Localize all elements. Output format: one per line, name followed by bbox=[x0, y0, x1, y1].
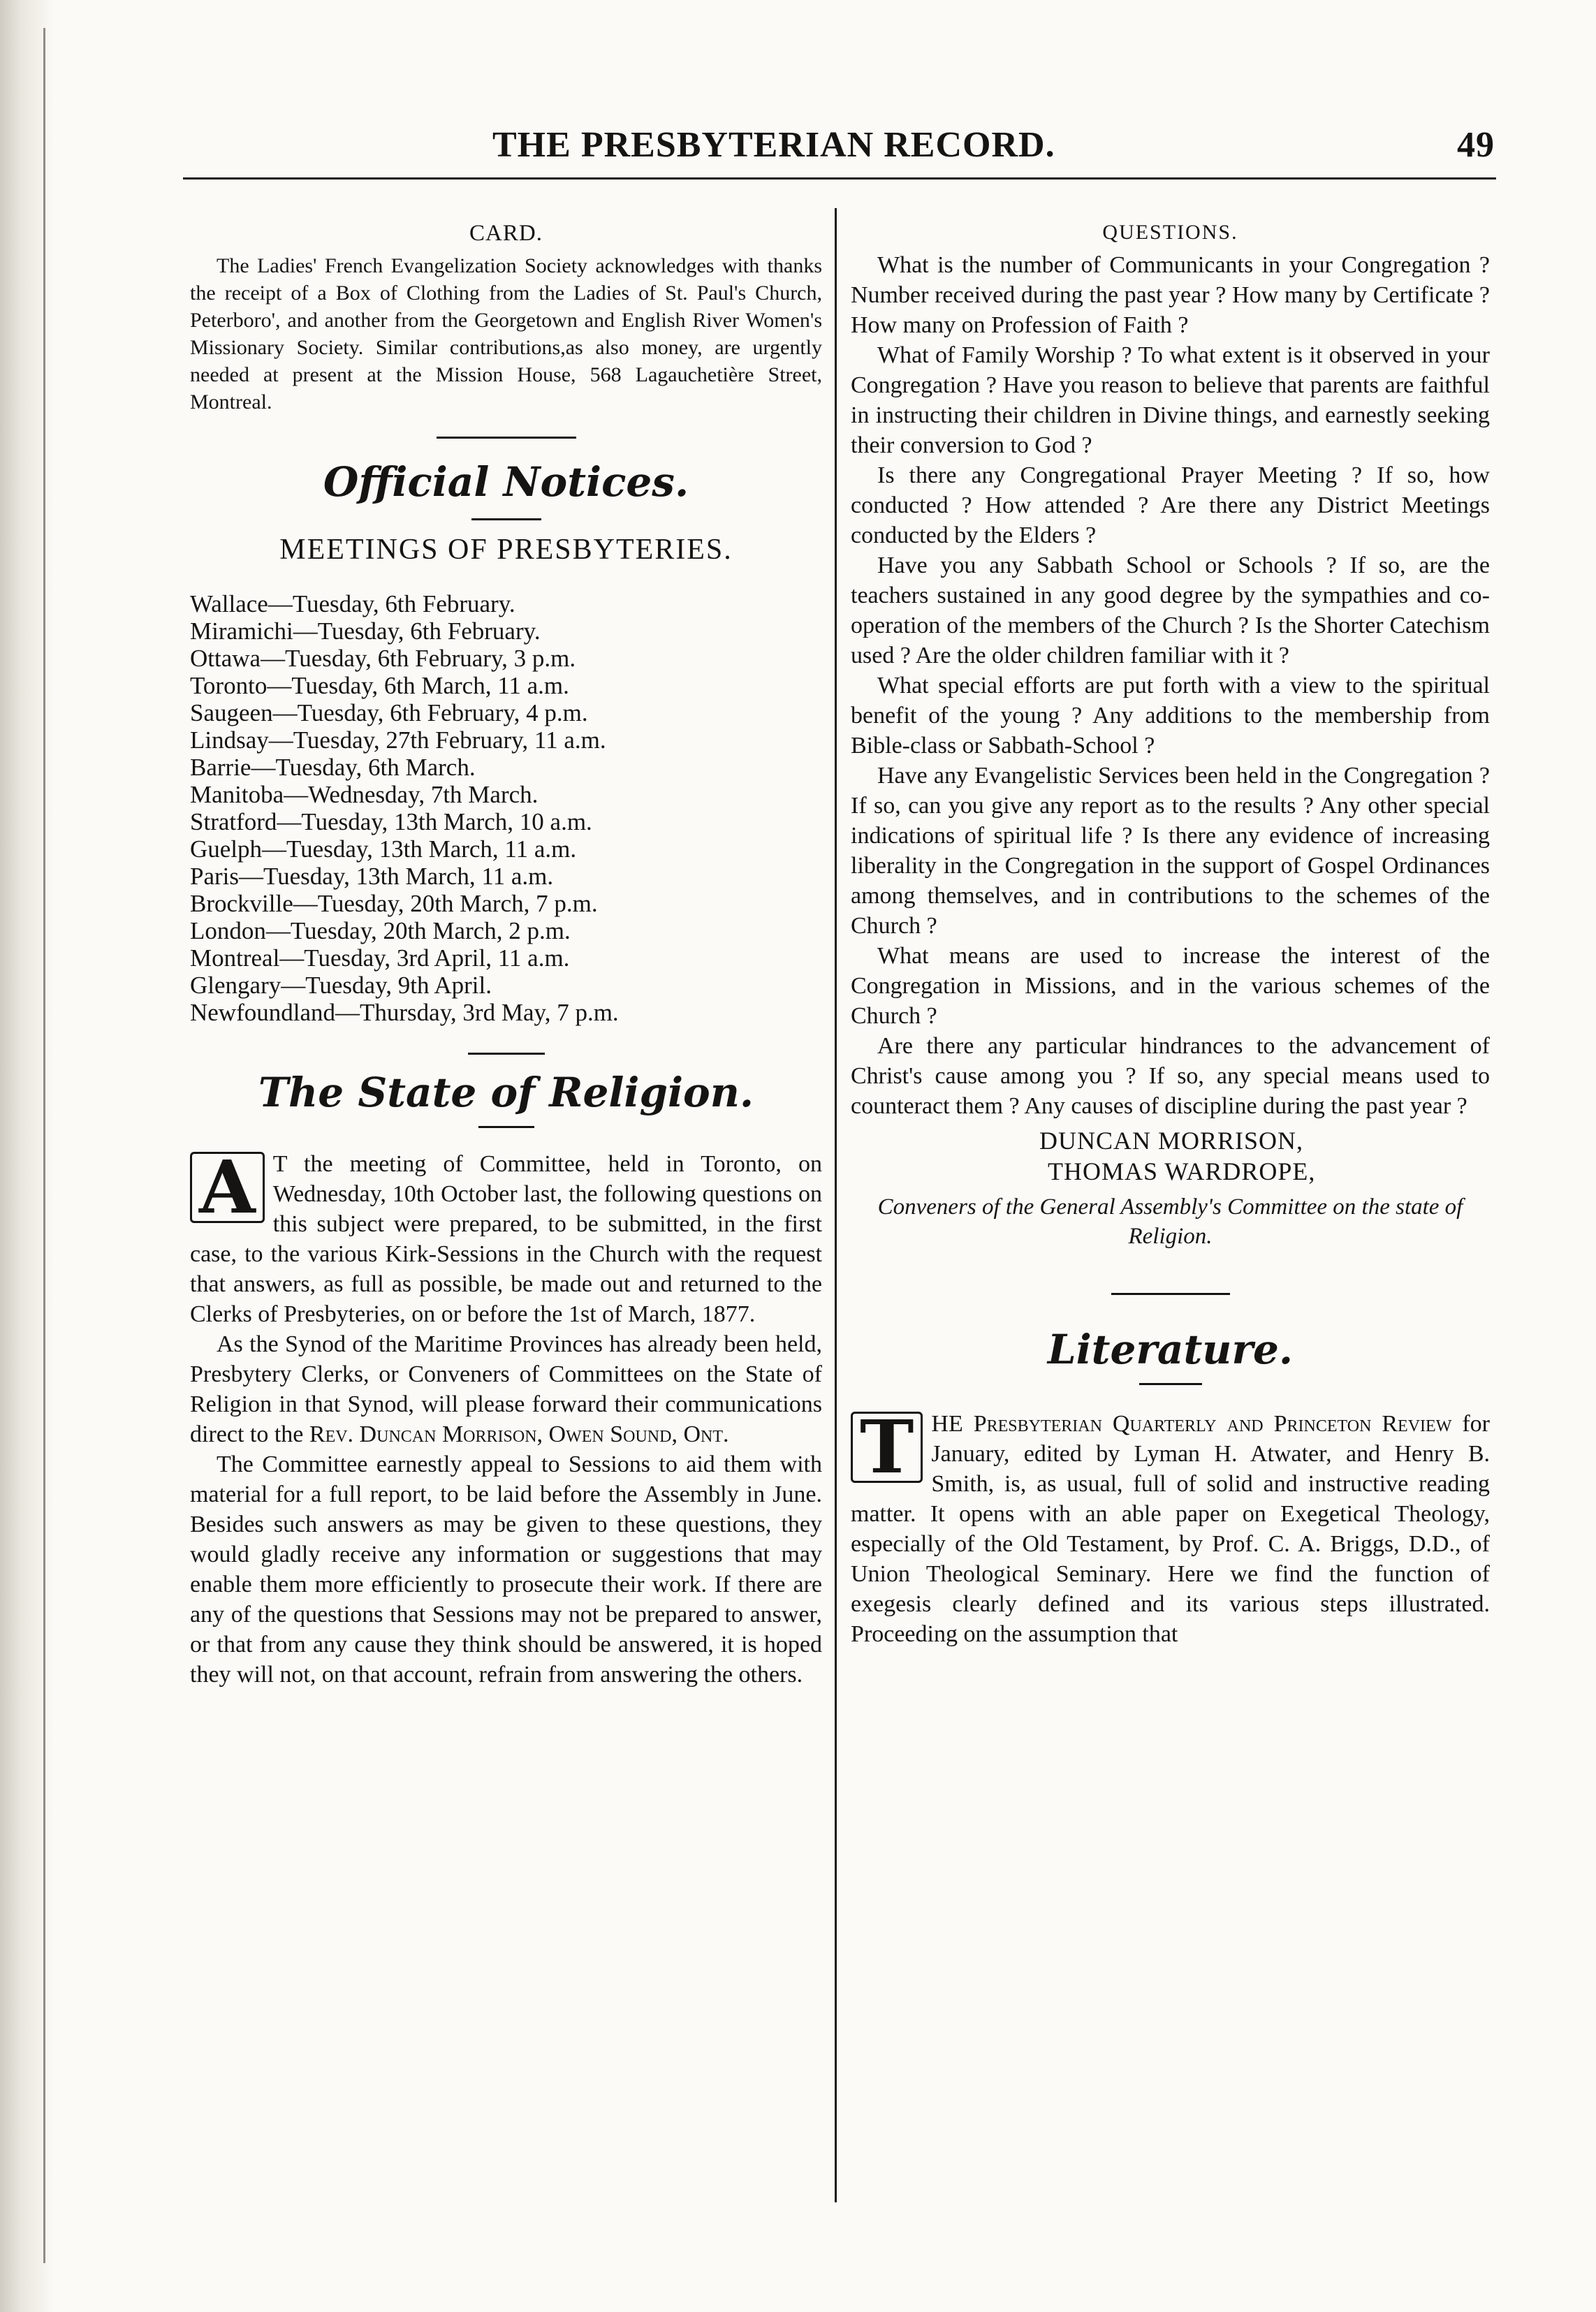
meeting-item: Saugeen—Tuesday, 6th February, 4 p.m. bbox=[190, 699, 588, 726]
page-number: 49 bbox=[1457, 125, 1495, 165]
state-of-religion-para-3: The Committee earnestly appeal to Sessions to aid them with material for a full report, to be laid before the Assembly in June. Besides such answers as may be given to these questions, they would gladly receive any information or suggestions that may enable them more efficiently to prosecute their work. If there are any of the questions that Sessions may not be prepared to answer, or that from any cause they think should be answered, it is hoped they will not, on that account, refrain from answering the others. bbox=[190, 1451, 822, 1688]
questions-list bbox=[851, 250, 1490, 1121]
section-rule bbox=[471, 518, 541, 520]
meeting-item: Ottawa—Tuesday, 6th February, 3 p.m. bbox=[190, 645, 576, 672]
page-title: THE PRESBYTERIAN RECORD. bbox=[492, 125, 1055, 165]
para-2-name: Rev. Duncan Morrison, Owen Sound, Ont. bbox=[309, 1421, 729, 1447]
section-rule bbox=[1111, 1293, 1230, 1295]
header-rule bbox=[183, 177, 1496, 180]
card-title: CARD. bbox=[469, 221, 543, 246]
question-item: What of Family Worship ? To what extent is it observed in your Congregation ? Have you reason to believe that parents are faithful in instructing their children in Divine things, and earnestly seeking their conversion to God ? bbox=[851, 342, 1490, 458]
state-of-religion-body bbox=[190, 1144, 822, 1690]
dropcap-letter: A bbox=[190, 1152, 265, 1223]
column-divider bbox=[835, 208, 837, 2202]
question-item: What is the number of Communicants in your Congregation ? Number received during the past year ? How many by Certificate ? How many on Profession of Faith ? bbox=[851, 252, 1490, 338]
meeting-item: Barrie—Tuesday, 6th March. bbox=[190, 754, 476, 781]
literature-lead: HE bbox=[931, 1411, 963, 1437]
state-of-religion-para-1 bbox=[190, 1144, 822, 1329]
page-binding-edge bbox=[0, 0, 54, 2312]
binding-line bbox=[43, 28, 45, 2263]
section-rule bbox=[468, 1053, 545, 1055]
meetings-subheading: MEETINGS OF PRESBYTERIES. bbox=[279, 534, 733, 566]
question-item: What means are used to increase the interest of the Congregation in Missions, and in the various schemes of the Church ? bbox=[851, 943, 1490, 1029]
section-rule bbox=[437, 437, 576, 439]
question-item: Is there any Congregational Prayer Meeting ? If so, how conducted ? How attended ? Are there any District Meetings conducted by the Elders ? bbox=[851, 462, 1490, 548]
para-1-text: T the meeting of Committee, held in Toronto, on Wednesday, 10th October last, the following questions on this subject were prepared, to be submitted, in the first case, to the various Kirk-Sessions in the Church with the request that answers, as full as possible, be made out and returned to the Clerks of Presbyteries, on or before the 1st of March, 1877. bbox=[190, 1151, 822, 1327]
card-text: The Ladies' French Evangelization Society acknowledges with thanks the receipt of a Box of Clothing from the Ladies of St. Paul's Church, Peterboro', and another from the Georgetown and English River Women's Missionary Society. Similar contributions,as also money, are urgently needed at present at the Mission House, 568 Lagauchetière Street, Montreal. bbox=[190, 254, 822, 414]
signatures bbox=[851, 1125, 1490, 1187]
meeting-item: Stratford—Tuesday, 13th March, 10 a.m. bbox=[190, 808, 592, 835]
meeting-item: Montreal—Tuesday, 3rd April, 11 a.m. bbox=[190, 944, 570, 972]
meeting-item: Glengary—Tuesday, 9th April. bbox=[190, 972, 492, 999]
section-rule bbox=[478, 1126, 534, 1128]
question-item: Have any Evangelistic Services been held in the Congregation ? If so, can you give any report as to the results ? Any other special indications of spiritual life ? Is there any evidence of increasing liberality in the Congregation in the support of Gospel Ordinances among themselves, and in contributions to the schemes of the Church ? bbox=[851, 763, 1490, 939]
meetings-list bbox=[190, 590, 822, 1026]
questions-heading: QUESTIONS. bbox=[1102, 221, 1238, 244]
meeting-item: Paris—Tuesday, 13th March, 11 a.m. bbox=[190, 863, 554, 890]
meeting-item: Lindsay—Tuesday, 27th February, 11 a.m. bbox=[190, 726, 606, 754]
signature-name: THOMAS WARDROPE, bbox=[1048, 1157, 1316, 1185]
literature-heading: Literature. bbox=[1047, 1326, 1294, 1373]
question-item: Are there any particular hindrances to the advancement of Christ's cause among you ? If so, any special means used to counteract them ? Any causes of discipline during the past year ? bbox=[851, 1033, 1490, 1119]
conveners-caption: Conveners of the General Assembly's Committee on the state of Religion. bbox=[877, 1194, 1463, 1249]
literature-text: for January, edited by Lyman H. Atwater, and Henry B. Smith, is, as usual, full of solid and instructive reading matter. It opens with an able paper on Exegetical Theology, especially of the Old Testament, by Prof. C. A. Briggs, D.D., of Union Theological Seminary. Here we find the function of exegesis clearly defined and its various steps illustrated. Proceeding on the assumption that bbox=[851, 1411, 1490, 1647]
meeting-item: Miramichi—Tuesday, 6th February. bbox=[190, 617, 541, 645]
official-notices-heading: Official Notices. bbox=[323, 458, 689, 506]
meeting-item: Wallace—Tuesday, 6th February. bbox=[190, 590, 515, 617]
dropcap-letter: T bbox=[851, 1412, 923, 1483]
meeting-item: London—Tuesday, 20th March, 2 p.m. bbox=[190, 917, 571, 944]
state-of-religion-heading: The State of Religion. bbox=[258, 1069, 754, 1116]
right-column bbox=[851, 208, 1490, 1649]
meeting-item: Toronto—Tuesday, 6th March, 11 a.m. bbox=[190, 672, 569, 699]
meeting-item: Brockville—Tuesday, 20th March, 7 p.m. bbox=[190, 890, 598, 917]
para-2-text: As the Synod of the Maritime Provinces has already been held, Presbytery Clerks, or Conveners of Committees on the State of Religion in that Synod, will please forward their communications direct to the bbox=[190, 1331, 822, 1447]
signature-name: DUNCAN MORRISON, bbox=[1039, 1127, 1304, 1155]
meeting-item: Guelph—Tuesday, 13th March, 11 a.m. bbox=[190, 835, 577, 863]
state-of-religion-para-2 bbox=[190, 1329, 822, 1449]
meeting-item: Manitoba—Wednesday, 7th March. bbox=[190, 781, 539, 808]
question-item: Have you any Sabbath School or Schools ? If so, are the teachers sustained in any good degree by the sympathies and co-operation of the members of the Church ? Is the Shorter Catechism used ? Are the older children familiar with it ? bbox=[851, 553, 1490, 668]
section-rule bbox=[1139, 1383, 1202, 1385]
card-notice bbox=[190, 221, 822, 416]
literature-body bbox=[851, 1404, 1490, 1649]
meeting-item: Newfoundland—Thursday, 3rd May, 7 p.m. bbox=[190, 999, 619, 1026]
question-item: What special efforts are put forth with a view to the spiritual benefit of the young ? Any additions to the membership from Bible-class or Sabbath-School ? bbox=[851, 673, 1490, 759]
left-column bbox=[190, 208, 822, 1690]
literature-publication-title: Presbyterian Quarterly and Princeton Review bbox=[973, 1411, 1452, 1437]
